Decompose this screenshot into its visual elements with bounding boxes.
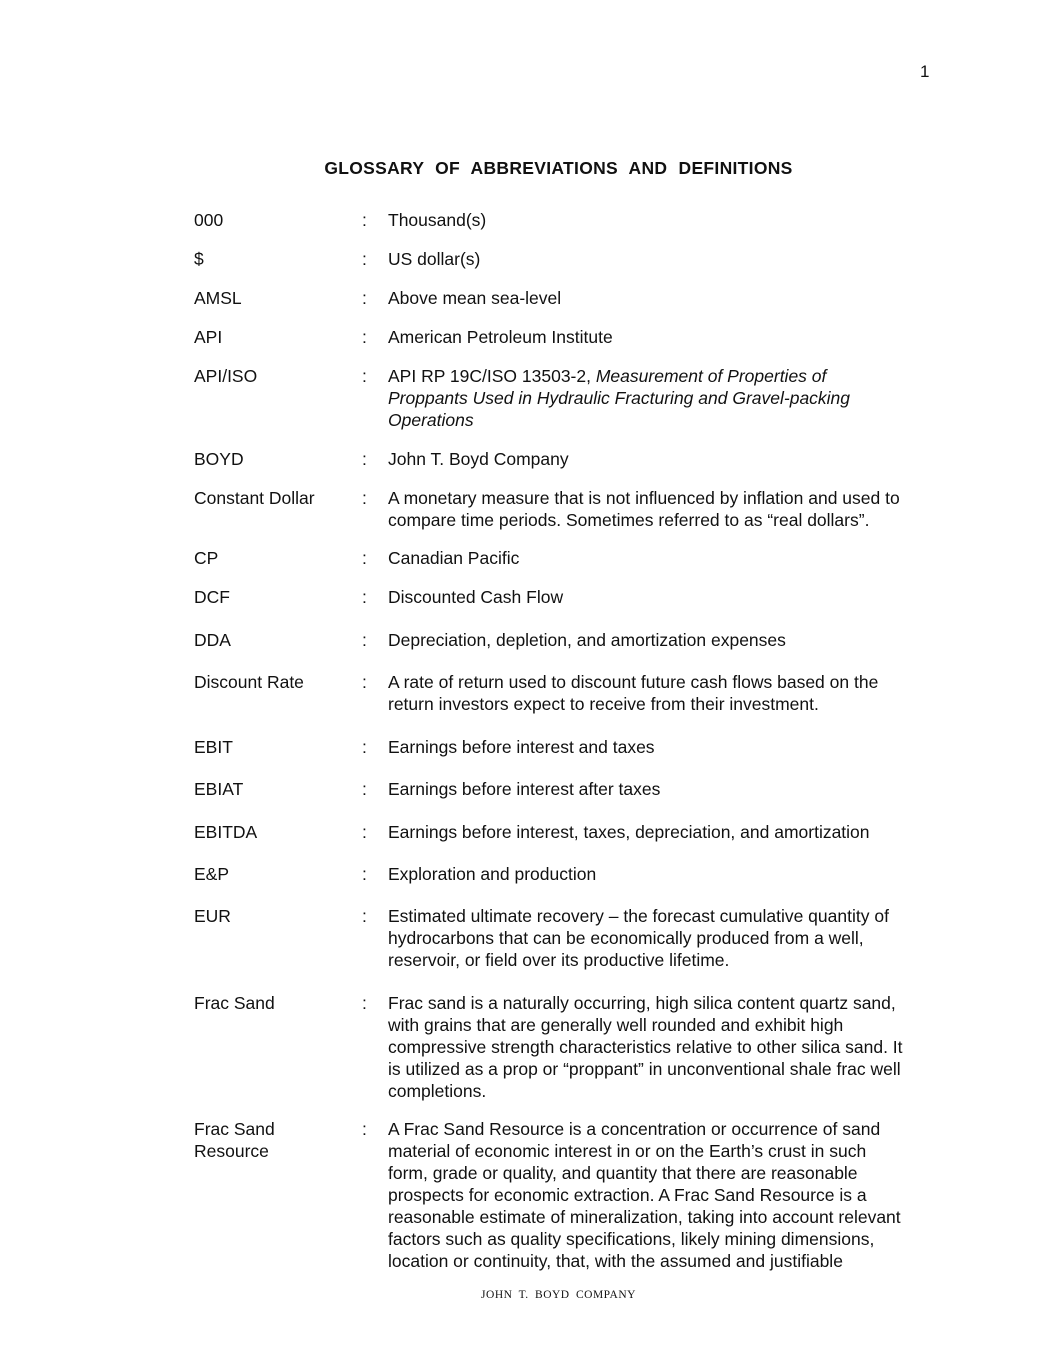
term-line: $ [194,249,204,269]
glossary-definition [388,863,958,885]
glossary-term [194,209,354,231]
page-footer: JOHN T. BOYD COMPANY [481,1289,636,1301]
glossary-term [194,671,354,693]
separator: : [362,366,367,386]
definition-line [388,821,958,843]
definition-text: Measurement of Properties of [595,366,827,386]
glossary-term [194,905,354,927]
term-line: DDA [194,630,231,650]
term-line: Resource [194,1141,269,1161]
separator: : [362,822,367,842]
separator: : [362,587,367,607]
definition-line [388,509,958,531]
glossary-definition [388,629,958,651]
term-line: Frac Sand [194,1119,275,1139]
term-line: Constant Dollar [194,488,315,508]
definition-text: Discounted Cash Flow [388,587,564,607]
glossary-definition [388,287,958,309]
definition-line [388,1206,958,1228]
glossary-definition [388,209,958,231]
glossary-definition [388,905,958,971]
separator: : [362,672,367,692]
definition-text: material of economic interest in or on the Earth’s crust in such [388,1141,867,1161]
definition-line [388,1058,958,1080]
definition-text: Thousand(s) [388,210,487,230]
glossary-term [194,629,354,651]
term-line: API [194,327,223,347]
definition-line [388,1140,958,1162]
definition-line [388,487,958,509]
definition-text: return investors expect to receive from their investment. [388,694,819,714]
glossary-definition [388,326,958,348]
definition-text: American Petroleum Institute [388,327,613,347]
glossary-term [194,1118,354,1162]
glossary-definition [388,365,958,431]
definition-text: Exploration and production [388,864,597,884]
separator: : [362,249,367,269]
separator: : [362,488,367,508]
definition-text: compare time periods. Sometimes referred to as “real dollars”. [388,510,870,530]
definition-text: prospects for economic extraction. A Frac Sand Resource is a [388,1185,867,1205]
glossary-definition [388,778,958,800]
glossary-definition [388,586,958,608]
definition-line [388,927,958,949]
definition-line [388,586,958,608]
definition-text: compressive strength characteristics relative to other silica sand. It [388,1037,903,1057]
definition-text: reservoir, or field over its productive lifetime. [388,950,730,970]
definition-text: Earnings before interest and taxes [388,737,655,757]
definition-text: Earnings before interest after taxes [388,779,661,799]
term-line: API/ISO [194,366,258,386]
glossary-definition [388,248,958,270]
separator: : [362,327,367,347]
definition-text: US dollar(s) [388,249,481,269]
separator: : [362,993,367,1013]
glossary-term [194,547,354,569]
term-line: EBITDA [194,822,258,842]
definition-text: John T. Boyd Company [388,449,569,469]
definition-line [388,1250,958,1272]
glossary-term [194,992,354,1014]
glossary-term [194,326,354,348]
term-line: Frac Sand [194,993,275,1013]
separator: : [362,210,367,230]
definition-text: Frac sand is a naturally occurring, high silica content quartz sand, [388,993,896,1013]
glossary-term [194,287,354,309]
definition-line [388,1118,958,1140]
glossary-definition [388,671,958,715]
term-line: 000 [194,210,224,230]
definition-text: Above mean sea-level [388,288,562,308]
definition-line [388,1014,958,1036]
glossary-term [194,736,354,758]
glossary-definition [388,487,958,531]
definition-line [388,248,958,270]
glossary-definition [388,992,958,1102]
glossary-definition [388,547,958,569]
term-line: CP [194,548,219,568]
definition-line [388,326,958,348]
term-line: EUR [194,906,231,926]
definition-text: A Frac Sand Resource is a concentration or occurrence of sand [388,1119,881,1139]
definition-text: reasonable estimate of mineralization, taking into account relevant [388,1207,901,1227]
glossary-definition [388,821,958,843]
definition-text: A rate of return used to discount future cash flows based on the [388,672,879,692]
definition-text: Estimated ultimate recovery – the forecast cumulative quantity of [388,906,889,926]
definition-line [388,863,958,885]
separator: : [362,737,367,757]
definition-line [388,209,958,231]
term-line: Discount Rate [194,672,304,692]
term-line: AMSL [194,288,242,308]
definition-line [388,1080,958,1102]
glossary-term [194,448,354,470]
definition-text: with grains that are generally well rounded and exhibit high [388,1015,844,1035]
separator: : [362,906,367,926]
separator: : [362,630,367,650]
definition-line [388,671,958,693]
definition-line [388,1228,958,1250]
definition-line [388,736,958,758]
definition-text: completions. [388,1081,487,1101]
glossary-term [194,863,354,885]
glossary-definition [388,448,958,470]
separator: : [362,288,367,308]
glossary-term [194,248,354,270]
definition-prefix: API RP 19C/ISO 13503-2, [388,366,596,386]
definition-line [388,387,958,409]
glossary-definition [388,1118,958,1272]
definition-line [388,409,958,431]
definition-text: location or continuity, that, with the assumed and justifiable [388,1251,843,1271]
separator: : [362,779,367,799]
definition-text: A monetary measure that is not influenced by inflation and used to [388,488,900,508]
page-title: GLOSSARY OF ABBREVIATIONS AND DEFINITIONS [324,158,793,178]
definition-text: Proppants Used in Hydraulic Fracturing and Gravel-packing [388,388,851,408]
glossary-term [194,778,354,800]
definition-text: is utilized as a prop or “proppant” in unconventional shale frac well [388,1059,901,1079]
definition-text: Depreciation, depletion, and amortization expenses [388,630,786,650]
definition-line [388,693,958,715]
definition-line [388,365,958,387]
separator: : [362,449,367,469]
glossary-term [194,487,354,509]
page-number: 1 [920,62,930,81]
definition-line [388,1184,958,1206]
term-line: EBIAT [194,779,244,799]
definition-line [388,629,958,651]
definition-text: Earnings before interest, taxes, depreciation, and amortization [388,822,870,842]
definition-text: factors such as quality specifications, likely mining dimensions, [388,1229,875,1249]
definition-line [388,778,958,800]
definition-text: form, grade or quality, and quantity that there are reasonable [388,1163,858,1183]
separator: : [362,548,367,568]
definition-line [388,287,958,309]
definition-line [388,448,958,470]
separator: : [362,864,367,884]
separator: : [362,1119,367,1139]
definition-line [388,992,958,1014]
term-line: EBIT [194,737,233,757]
definition-text: hydrocarbons that can be economically produced from a well, [388,928,864,948]
term-line: E&P [194,864,230,884]
glossary-term [194,821,354,843]
term-line: BOYD [194,449,244,469]
glossary-term [194,586,354,608]
definition-line [388,547,958,569]
definition-line [388,1162,958,1184]
term-line: DCF [194,587,230,607]
definition-text: Operations [388,410,474,430]
definition-line [388,905,958,927]
definition-line [388,1036,958,1058]
glossary-definition [388,736,958,758]
glossary-term [194,365,354,387]
definition-text: Canadian Pacific [388,548,520,568]
definition-line [388,949,958,971]
